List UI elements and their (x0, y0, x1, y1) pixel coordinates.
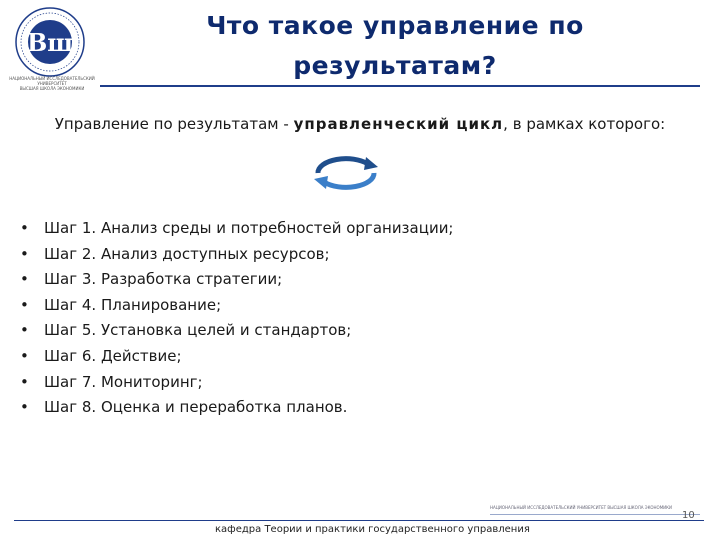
bullet: • (20, 372, 29, 391)
title-line-2: результатам? (293, 51, 497, 80)
bullet: • (20, 295, 29, 314)
page-number: 10 (682, 510, 695, 521)
list-item: • Шаг 4. Планирование; (20, 293, 454, 319)
intro-prefix: Управление по результатам - (54, 115, 294, 133)
title-divider (100, 85, 700, 87)
bullet: • (20, 398, 29, 417)
bullet: • (20, 244, 29, 263)
footer-university-text: НАЦИОНАЛЬНЫЙ ИССЛЕДОВАТЕЛЬСКИЙ УНИВЕРСИТЕТ ВЫСШАЯ ШКОЛА ЭКОНОМИКИ (490, 505, 672, 510)
logo-caption: НАЦИОНАЛЬНЫЙ ИССЛЕДОВАТЕЛЬСКИЙ УНИВЕРСИТЕТ ВЫСШАЯ ШКОЛА ЭКОНОМИКИ (9, 76, 95, 91)
list-item: • Шаг 7. Мониторинг; (20, 370, 454, 396)
footer-divider (14, 520, 704, 521)
bullet: • (20, 346, 29, 365)
page-title (160, 6, 630, 86)
title-line-1: Что такое управление по (206, 11, 584, 40)
list-item: • Шаг 3. Разработка стратегии; (20, 267, 454, 293)
list-item: • Шаг 1. Анализ среды и потребностей организации; (20, 216, 454, 242)
footer-thin-divider (490, 514, 700, 515)
bullet: • (20, 270, 29, 289)
bullet: • (20, 219, 29, 237)
bullet: • (20, 321, 29, 340)
list-item: • Шаг 5. Установка целей и стандартов; (20, 318, 454, 344)
intro-paragraph (40, 114, 680, 134)
footer-department: кафедра Теории и практики государственного управления (215, 524, 530, 535)
intro-suffix: , в рамках которого: (503, 115, 666, 133)
steps-list (20, 216, 454, 421)
svg-text:Вш: Вш (26, 28, 74, 57)
circular-arrows-icon (310, 155, 382, 191)
list-item: • Шаг 8. Оценка и переработка планов. (20, 395, 454, 421)
list-item: • Шаг 2. Анализ доступных ресурсов; (20, 242, 454, 268)
list-item: • Шаг 6. Действие; (20, 344, 454, 370)
intro-bold-term: управленческий цикл (293, 115, 504, 133)
